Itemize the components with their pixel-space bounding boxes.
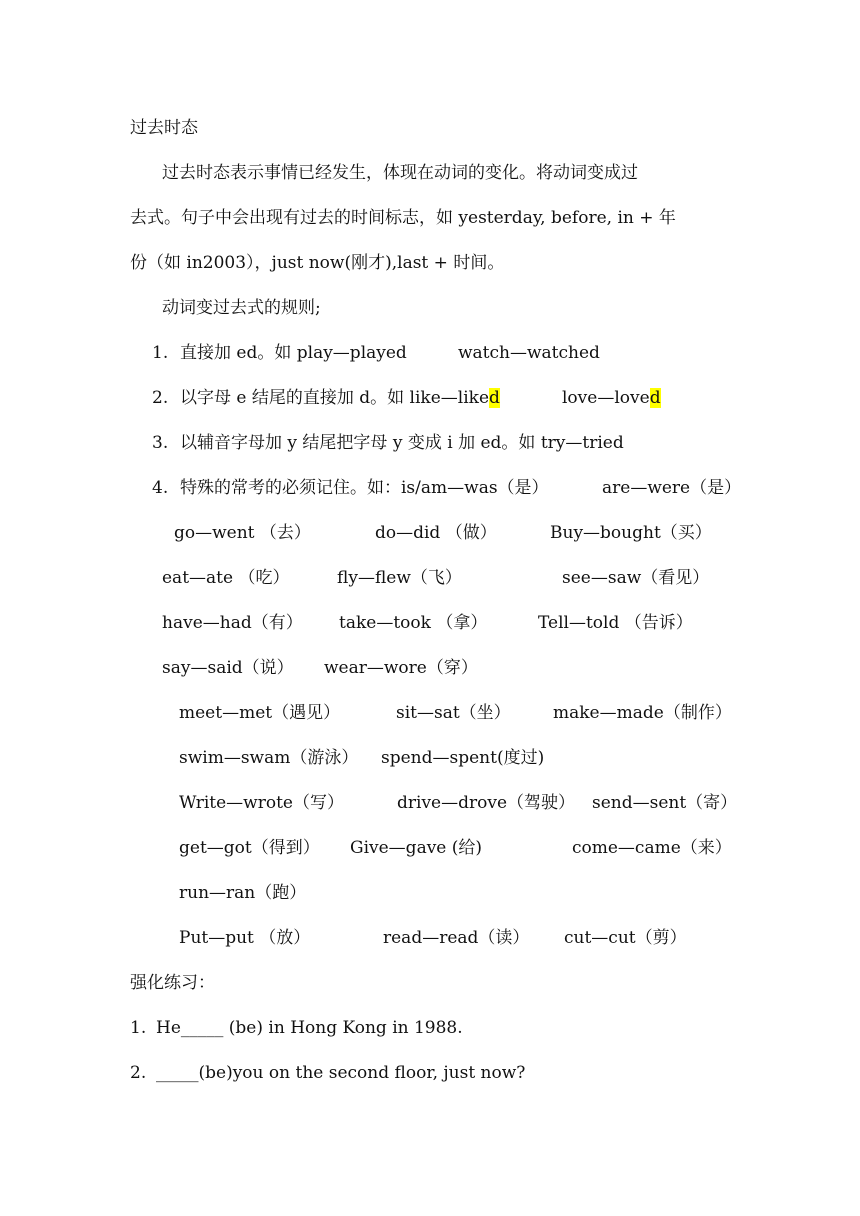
rule-example-part: love—love — [562, 388, 650, 408]
verb-pair: wear—wore（穿） — [324, 658, 478, 678]
highlighted-letter: d — [649, 388, 661, 408]
verb-pair: meet—met（遇见） — [179, 703, 341, 723]
document-title: 过去时态 — [130, 118, 198, 138]
rule-number: 4. — [152, 478, 169, 498]
intro-line-2: 去式。句子中会出现有过去的时间标志，如 yesterday, before, in + 年 — [130, 208, 676, 228]
verb-pair: read—read（读） — [383, 928, 530, 948]
rule-example: are—were（是） — [602, 478, 742, 498]
rule-number: 1. — [152, 343, 169, 363]
practice-heading: 强化练习： — [130, 973, 215, 993]
rule-text: 以辅音字母加 y 结尾把字母 y 变成 i 加 ed。如 try—tried — [180, 433, 624, 453]
verb-pair: Buy—bought（买） — [550, 523, 712, 543]
verb-pair: take—took （拿） — [339, 613, 488, 633]
verb-pair: sit—sat（坐） — [396, 703, 511, 723]
verb-pair: spend—spent(度过) — [381, 748, 545, 768]
rule-text: 特殊的常考的必须记住。如：is/am—was（是） — [180, 478, 549, 498]
exercise-number: 2. — [130, 1063, 147, 1083]
highlighted-letter: d — [489, 388, 500, 408]
rule-text: 直接加 ed。如 play—played — [180, 343, 407, 363]
verb-pair: swim—swam（游泳） — [179, 748, 359, 768]
verb-pair: say—said（说） — [162, 658, 294, 678]
verb-pair: do—did （做） — [375, 523, 497, 543]
rule-number: 2. — [152, 388, 169, 408]
verb-pair: cut—cut（剪） — [564, 928, 687, 948]
verb-pair: send—sent（寄） — [592, 793, 738, 813]
verb-pair: Put—put （放） — [179, 928, 311, 948]
verb-pair: go—went （去） — [174, 523, 311, 543]
rules-heading: 动词变过去式的规则; — [162, 298, 321, 318]
verb-pair: drive—drove（驾驶） — [397, 793, 576, 813]
verb-pair: make—made（制作） — [553, 703, 732, 723]
verb-pair: get—got（得到） — [179, 838, 320, 858]
verb-pair: see—saw（看见） — [562, 568, 710, 588]
verb-pair: have—had（有） — [162, 613, 303, 633]
verb-pair: eat—ate （吃） — [162, 568, 290, 588]
exercise-number: 1. — [130, 1018, 147, 1038]
verb-pair: run—ran（跑） — [179, 883, 307, 903]
rule-example — [562, 386, 661, 410]
verb-pair: come—came（来） — [572, 838, 732, 858]
rule-text — [180, 386, 500, 410]
exercise-text: _____(be)you on the second floor, just now? — [156, 1063, 526, 1083]
verb-pair: Give—gave (给) — [350, 838, 483, 858]
exercise-text: He_____ (be) in Hong Kong in 1988. — [156, 1018, 463, 1038]
rule-text-part: 以字母 e 结尾的直接加 d。如 like—like — [180, 388, 490, 408]
rule-number: 3. — [152, 433, 169, 453]
verb-pair: fly—flew（飞） — [337, 568, 462, 588]
rule-example: watch—watched — [458, 343, 600, 363]
intro-line-1: 过去时态表示事情已经发生，体现在动词的变化。将动词变成过 — [162, 163, 638, 183]
verb-pair: Tell—told （告诉） — [538, 613, 693, 633]
verb-pair: Write—wrote（写） — [179, 793, 344, 813]
intro-line-3: 份（如 in2003），just now(刚才),last + 时间。 — [130, 253, 505, 273]
